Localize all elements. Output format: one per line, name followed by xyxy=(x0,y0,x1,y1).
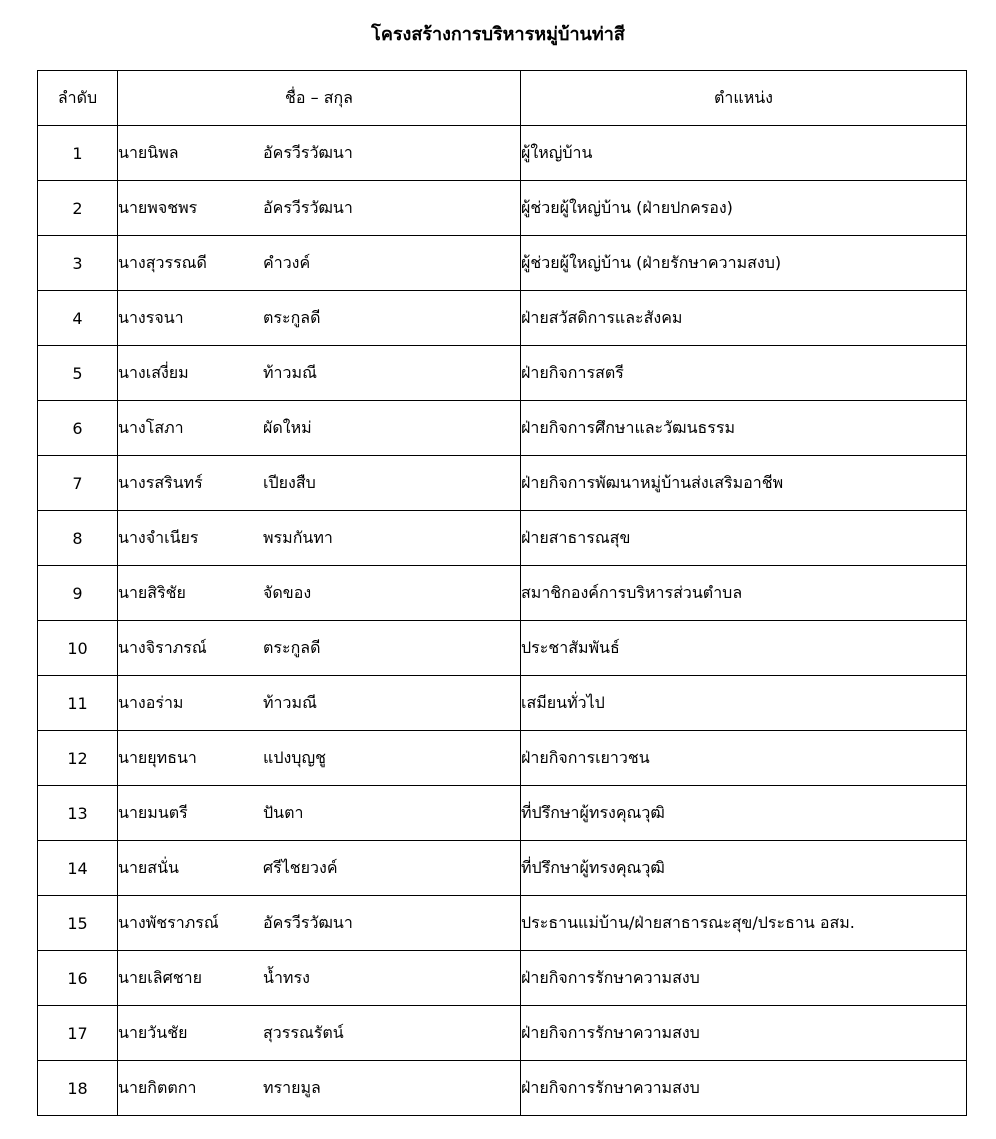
table-body xyxy=(38,126,967,1116)
first-name: นายกิตตกา xyxy=(118,1077,197,1097)
member-name xyxy=(118,731,521,786)
row-number: 2 xyxy=(38,181,118,236)
member-position: ฝ่ายกิจการรักษาความสงบ xyxy=(521,1006,967,1061)
last-name: สุวรรณรัตน์ xyxy=(263,1022,344,1042)
row-number: 11 xyxy=(38,676,118,731)
last-name: คำวงค์ xyxy=(263,252,311,272)
member-position: ฝ่ายกิจการรักษาความสงบ xyxy=(521,1061,967,1116)
first-name: นางจำเนียร xyxy=(118,527,199,547)
member-position: ผู้ใหญ่บ้าน xyxy=(521,126,967,181)
table-row xyxy=(38,511,967,566)
member-name xyxy=(118,236,521,291)
row-number: 16 xyxy=(38,951,118,1006)
member-position: ประชาสัมพันธ์ xyxy=(521,621,967,676)
member-position: ผู้ช่วยผู้ใหญ่บ้าน (ฝ่ายปกครอง) xyxy=(521,181,967,236)
last-name: ผัดใหม่ xyxy=(263,417,312,437)
member-name xyxy=(118,951,521,1006)
row-number: 4 xyxy=(38,291,118,346)
row-number: 12 xyxy=(38,731,118,786)
row-number: 13 xyxy=(38,786,118,841)
member-position: ที่ปรึกษาผู้ทรงคุณวุฒิ xyxy=(521,841,967,896)
table-row xyxy=(38,291,967,346)
member-name xyxy=(118,1006,521,1061)
member-position: ฝ่ายกิจการสตรี xyxy=(521,346,967,401)
row-number: 5 xyxy=(38,346,118,401)
row-number: 9 xyxy=(38,566,118,621)
row-number: 17 xyxy=(38,1006,118,1061)
last-name: อัครวีรวัฒนา xyxy=(263,912,353,932)
table-row xyxy=(38,1061,967,1116)
table-row xyxy=(38,126,967,181)
first-name: นายมนตรี xyxy=(118,802,188,822)
last-name: ท้าวมณี xyxy=(263,692,317,712)
member-name xyxy=(118,126,521,181)
member-position: ฝ่ายกิจการศึกษาและวัฒนธรรม xyxy=(521,401,967,456)
last-name: น้ำทรง xyxy=(263,967,310,987)
table-row xyxy=(38,786,967,841)
last-name: อัครวีรวัฒนา xyxy=(263,197,353,217)
last-name: ตระกูลดี xyxy=(263,307,321,327)
member-name xyxy=(118,621,521,676)
first-name: นายนิพล xyxy=(118,142,179,162)
document-title: โครงสร้างการบริหารหมู่บ้านท่าสี xyxy=(371,24,625,45)
first-name: นางจิราภรณ์ xyxy=(118,637,207,657)
first-name: นายเลิศชาย xyxy=(118,967,202,987)
member-name xyxy=(118,401,521,456)
first-name: นางโสภา xyxy=(118,417,184,437)
header-no: ลำดับ xyxy=(38,71,118,126)
table-header xyxy=(38,71,967,126)
member-name xyxy=(118,456,521,511)
first-name: นางรจนา xyxy=(118,307,184,327)
header-name: ชื่อ – สกุล xyxy=(118,71,521,126)
member-name xyxy=(118,511,521,566)
member-name xyxy=(118,786,521,841)
last-name: ท้าวมณี xyxy=(263,362,317,382)
table-row xyxy=(38,566,967,621)
last-name: เปียงสืบ xyxy=(263,472,316,492)
table-row xyxy=(38,1006,967,1061)
table-row xyxy=(38,181,967,236)
table-row xyxy=(38,731,967,786)
row-number: 1 xyxy=(38,126,118,181)
member-name xyxy=(118,346,521,401)
row-number: 18 xyxy=(38,1061,118,1116)
member-position: ฝ่ายสวัสดิการและสังคม xyxy=(521,291,967,346)
last-name: แปงบุญชู xyxy=(263,747,326,767)
header-position: ตำแหน่ง xyxy=(521,71,967,126)
member-position: สมาชิกองค์การบริหารส่วนตำบล xyxy=(521,566,967,621)
first-name: นายยุทธนา xyxy=(118,747,197,767)
member-name xyxy=(118,676,521,731)
first-name: นางเสงี่ยม xyxy=(118,362,189,382)
first-name: นายสนั่น xyxy=(118,857,179,877)
last-name: ตระกูลดี xyxy=(263,637,321,657)
last-name: ปันตา xyxy=(263,802,304,822)
member-position: ฝ่ายกิจการรักษาความสงบ xyxy=(521,951,967,1006)
last-name: อัครวีรวัฒนา xyxy=(263,142,353,162)
table-row xyxy=(38,951,967,1006)
member-name xyxy=(118,291,521,346)
row-number: 8 xyxy=(38,511,118,566)
member-position: ฝ่ายสาธารณสุข xyxy=(521,511,967,566)
last-name: ศรีไชยวงค์ xyxy=(263,857,338,877)
row-number: 15 xyxy=(38,896,118,951)
last-name: ทรายมูล xyxy=(263,1077,321,1097)
row-number: 3 xyxy=(38,236,118,291)
member-position: ที่ปรึกษาผู้ทรงคุณวุฒิ xyxy=(521,786,967,841)
first-name: นางรสรินทร์ xyxy=(118,472,203,492)
first-name: นายวันชัย xyxy=(118,1022,188,1042)
first-name: นายพจชพร xyxy=(118,197,198,217)
table-row xyxy=(38,896,967,951)
row-number: 14 xyxy=(38,841,118,896)
table-row xyxy=(38,456,967,511)
member-position: ฝ่ายกิจการพัฒนาหมู่บ้านส่งเสริมอาชีพ xyxy=(521,456,967,511)
table-row xyxy=(38,841,967,896)
member-position: ฝ่ายกิจการเยาวชน xyxy=(521,731,967,786)
table-row xyxy=(38,346,967,401)
member-position: ผู้ช่วยผู้ใหญ่บ้าน (ฝ่ายรักษาความสงบ) xyxy=(521,236,967,291)
row-number: 10 xyxy=(38,621,118,676)
header-row xyxy=(38,71,967,126)
committee-table xyxy=(37,70,967,1116)
last-name: จัดของ xyxy=(263,582,312,602)
member-name xyxy=(118,896,521,951)
table-row xyxy=(38,676,967,731)
member-name xyxy=(118,566,521,621)
table-row xyxy=(38,401,967,456)
member-name xyxy=(118,181,521,236)
first-name: นางพัชราภรณ์ xyxy=(118,912,219,932)
member-position: ประธานแม่บ้าน/ฝ่ายสาธารณะสุข/ประธาน อสม. xyxy=(521,896,967,951)
member-name xyxy=(118,841,521,896)
member-position: เสมียนทั่วไป xyxy=(521,676,967,731)
table-row xyxy=(38,621,967,676)
first-name: นายสิริชัย xyxy=(118,582,186,602)
first-name: นางอร่าม xyxy=(118,692,184,712)
first-name: นางสุวรรณดี xyxy=(118,252,207,272)
row-number: 7 xyxy=(38,456,118,511)
table-row xyxy=(38,236,967,291)
last-name: พรมกันทา xyxy=(263,527,333,547)
row-number: 6 xyxy=(38,401,118,456)
member-name xyxy=(118,1061,521,1116)
